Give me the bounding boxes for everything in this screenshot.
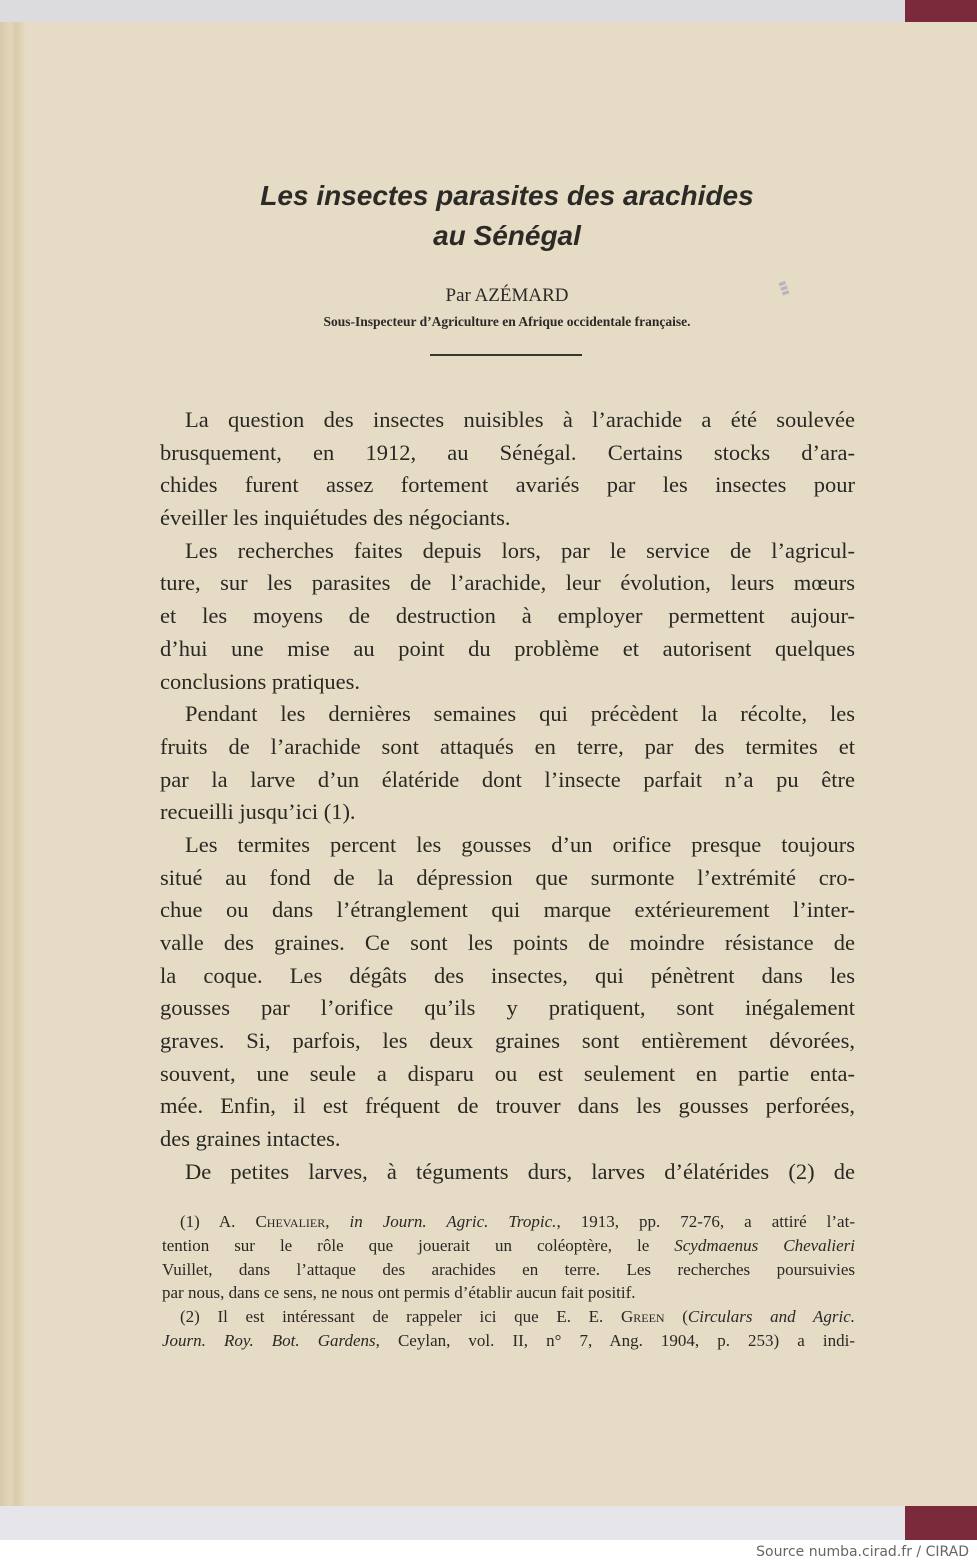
title-divider-rule bbox=[430, 354, 582, 356]
paragraph-5-line: De petites larves, à téguments durs, larves d’élatérides (2) de bbox=[185, 1158, 855, 1184]
paragraph-2-line: d’hui une mise au point du problème et autorisent quelques bbox=[160, 635, 855, 661]
scan-background-top bbox=[0, 0, 977, 24]
paragraph-3-line: Pendant les dernières semaines qui précèdent la récolte, les bbox=[185, 701, 855, 727]
footnote-text-segment: in Journ. Agric. Tropic. bbox=[349, 1212, 557, 1231]
footnote-text-segment: , bbox=[325, 1212, 350, 1231]
paragraph-1-line: brusquement, en 1912, au Sénégal. Certains stocks d’ara- bbox=[160, 439, 855, 465]
paragraph-3-line: recueilli jusqu’ici (1). bbox=[160, 799, 356, 825]
paragraph-3-line: par la larve d’un élatéride dont l’insecte parfait n’a pu être bbox=[160, 766, 855, 792]
article-author: Par AZÉMARD bbox=[445, 285, 569, 306]
paragraph-4-line: valle des graines. Ce sont les points de moindre résistance de bbox=[160, 930, 855, 955]
footnote-text-segment: Vuillet, dans l’attaque des arachides en terre. Les recherches poursuivies bbox=[162, 1259, 855, 1279]
article-body bbox=[160, 404, 855, 1189]
paragraph-4-line: Les termites percent les gousses d’un orifice presque toujours bbox=[185, 831, 855, 857]
footnote-text-segment: Journ. Roy. Bot. Gardens bbox=[162, 1330, 376, 1350]
author-affiliation: Sous-Inspecteur d’Agriculture en Afrique occidentale française. bbox=[323, 314, 691, 329]
paragraph-4-line: gousses par l’orifice qu’ils y pratiquent, sont inégalement bbox=[160, 995, 855, 1021]
article-title-line-1: Les insectes parasites des arachides bbox=[260, 180, 754, 211]
paragraph-4-line: la coque. Les dégâts des insectes, qui pénètrent dans les bbox=[160, 962, 855, 988]
scan-background-bottom bbox=[0, 1506, 905, 1540]
book-cover-edge bbox=[905, 0, 977, 24]
paragraph-2-line: conclusions pratiques. bbox=[160, 668, 360, 694]
paragraph-1-line: éveiller les inquiétudes des négociants. bbox=[160, 505, 511, 531]
footnote-text-segment: ( bbox=[664, 1307, 688, 1327]
paragraph-3-line: fruits de l’arachide sont attaqués en terre, par des termites et bbox=[160, 733, 855, 759]
paragraph-2-line: ture, sur les parasites de l’arachide, leur évolution, leurs mœurs bbox=[160, 570, 855, 596]
footnote-text-segment: Circulars and Agric. bbox=[687, 1307, 855, 1327]
footnote-text-segment: Scydmaenus Chevalieri bbox=[674, 1235, 855, 1255]
paragraph-1-line: La question des insectes nuisibles à l’arachide a été soulevée bbox=[185, 407, 855, 432]
footnote-1-line bbox=[162, 1210, 855, 1234]
footnote-1-line bbox=[162, 1258, 855, 1282]
footnote-text-segment: , 1913, pp. 72-76, a attiré l’at- bbox=[556, 1212, 855, 1231]
footnote-text-segment: Chevalier bbox=[255, 1212, 326, 1231]
paragraph-1-line: chides furent assez fortement avariés par les insectes pour bbox=[160, 472, 855, 498]
footnote-2-line bbox=[162, 1305, 855, 1329]
paragraph-2-line: et les moyens de destruction à employer permettent aujour- bbox=[160, 603, 855, 629]
footnote-text-segment: (2) Il est intéressant de rappeler ici que E. E. bbox=[180, 1307, 621, 1327]
footnotes bbox=[162, 1210, 855, 1353]
paragraph-4-line: souvent, une seule a disparu ou est seulement en partie enta- bbox=[160, 1060, 855, 1086]
paragraph-4-line: graves. Si, parfois, les deux graines sont entièrement dévorées, bbox=[160, 1028, 855, 1054]
article-title-line-2: au Sénégal bbox=[433, 220, 581, 251]
footnote-2-line bbox=[162, 1329, 855, 1353]
paragraph-4-line: des graines intactes. bbox=[160, 1126, 341, 1152]
paragraph-2-line: Les recherches faites depuis lors, par le service de l’agricul- bbox=[185, 537, 855, 563]
paragraph-4-line: chue ou dans l’étranglement qui marque extérieurement l’inter- bbox=[160, 897, 855, 923]
footnote-text-segment: Green bbox=[620, 1307, 665, 1327]
footnote-1-line bbox=[162, 1234, 855, 1258]
paragraph-4-line: mée. Enfin, il est fréquent de trouver dans les gousses perforées, bbox=[160, 1093, 855, 1119]
paragraph-4-line: situé au fond de la dépression que surmonte l’extrémité cro- bbox=[160, 864, 855, 890]
footnote-text-segment: par nous, dans ce sens, ne nous ont permis d’établir aucun fait positif. bbox=[162, 1283, 636, 1303]
library-stamp-mark: ▮▮▮ bbox=[776, 279, 791, 298]
footnote-text-segment: , Ceylan, vol. II, n° 7, Ang. 1904, p. 253) a indi- bbox=[375, 1330, 856, 1350]
footnote-text-segment: (1) A. bbox=[180, 1212, 256, 1231]
source-credit: Source numba.cirad.fr / CIRAD bbox=[756, 1544, 969, 1560]
footnote-text-segment: tention sur le rôle que jouerait un coléoptère, le bbox=[162, 1235, 675, 1255]
footnote-1-line bbox=[162, 1281, 855, 1305]
book-cover-edge-bottom bbox=[905, 1506, 977, 1540]
